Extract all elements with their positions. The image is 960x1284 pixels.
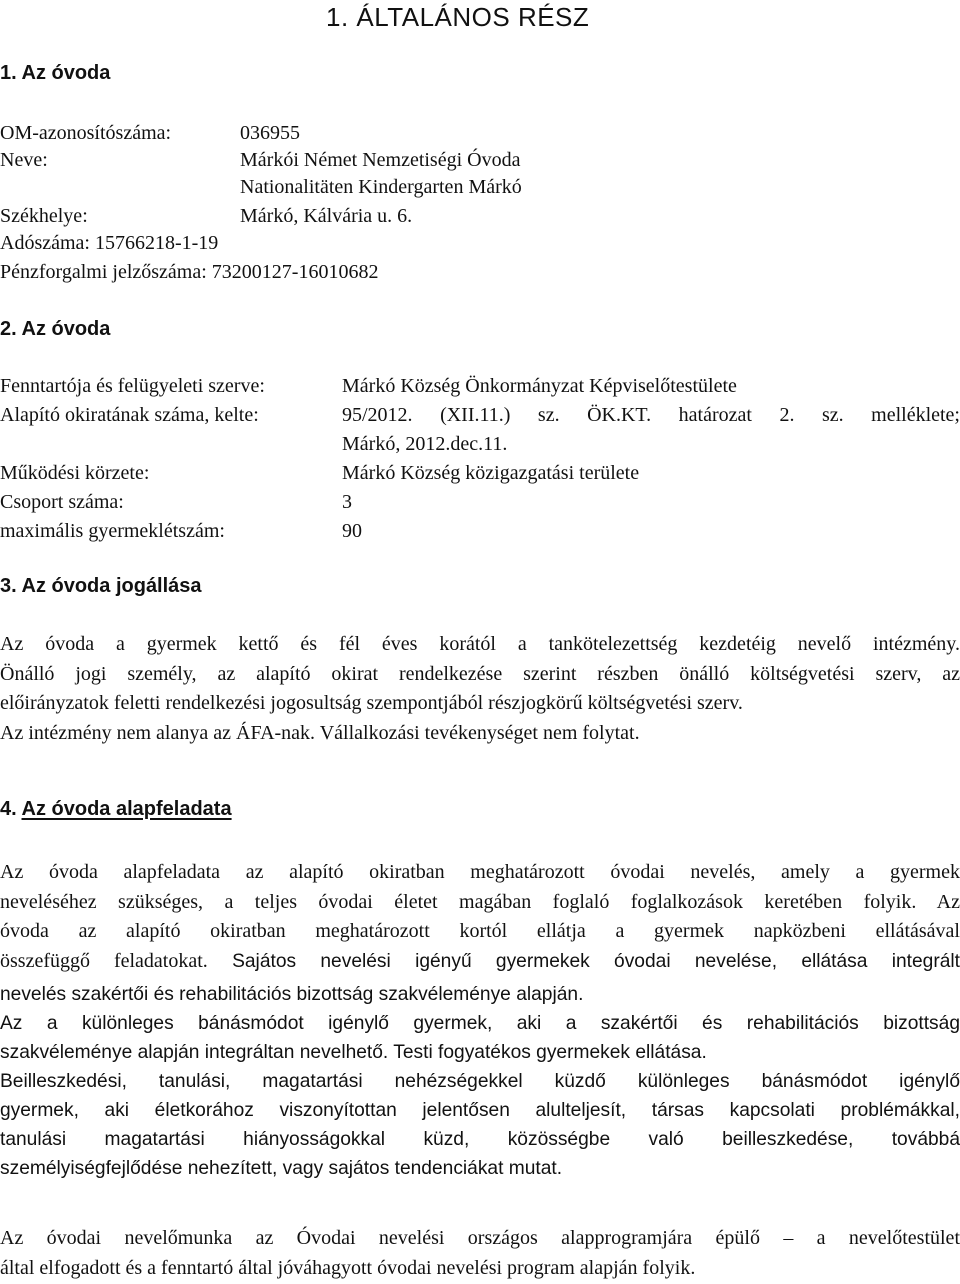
tax-number: Adószáma: 15766218-1-19 <box>0 232 219 254</box>
paragraph-line: Az a különleges bánásmódot igénylő gyermek, aki a szakértői és rehabilitációs bizottság <box>0 1013 960 1034</box>
section-4-number: 4. <box>0 798 17 820</box>
basic-task-paragraph-1 <box>0 858 960 976</box>
row-label: Csoport száma: <box>0 491 124 513</box>
text-serif: összefüggő feladatokat. <box>0 949 208 972</box>
paragraph-line: Az intézmény nem alanya az ÁFA-nak. Vállalkozási tevékenységet nem folytat. <box>0 721 640 744</box>
section-2-heading: 2. Az óvoda <box>0 318 111 340</box>
row-value: Márkó Község Önkormányzat Képviselőtestülete <box>342 375 737 397</box>
paragraph-line: Az óvodai nevelőmunka az Óvodai nevelési országos alapprogramjára épülő – a nevelőtestület <box>0 1227 960 1249</box>
paragraph-line: előirányzatok feletti rendelkezési jogosultság szempontjából részjogkörű költségvetési szerv. <box>0 692 743 714</box>
row-label: Fenntartója és felügyeleti szerve: <box>0 375 265 397</box>
seat-label: Székhelye: <box>0 205 88 227</box>
name-label: Neve: <box>0 149 48 171</box>
page-title: 1. ÁLTALÁNOS RÉSZ <box>326 2 590 32</box>
row-value: 95/2012. (XII.11.) sz. ÖK.KT. határozat 2. sz. melléklete; <box>342 404 960 426</box>
row-label: Alapító okiratának száma, kelte: <box>0 404 259 426</box>
paragraph-line: Beilleszkedési, tanulási, magatartási nehézségekkel küzdő különleges bánásmódot igénylő <box>0 1071 960 1092</box>
basic-task-paragraph-3 <box>0 1224 960 1283</box>
paragraph-line: Önálló jogi személy, az alapító okirat rendelkezése szerint részben önálló költségvetési szerv, az <box>0 662 960 685</box>
seat-value: Márkó, Kálvária u. 6. <box>240 205 413 227</box>
name-value-1: Márkói Német Nemzetiségi Óvoda <box>240 149 521 171</box>
paragraph-line: által elfogadott és a fenntartó által jóváhagyott óvodai nevelési program alapján folyik. <box>0 1256 696 1279</box>
paragraph-line-mixed <box>0 947 960 977</box>
paragraph-line: óvoda az alapító okiratban meghatározott kortól ellátja a gyermek napközbeni ellátásával <box>0 920 960 942</box>
bank-account: Pénzforgalmi jelzőszáma: 73200127-16010682 <box>0 261 379 283</box>
basic-task-paragraph-2 <box>0 980 960 1183</box>
row-label: Működési körzete: <box>0 462 150 484</box>
paragraph-line: személyiségfejlődése nehezített, vagy sajátos tendenciákat mutat. <box>0 1158 563 1179</box>
name-value-2: Nationalitäten Kindergarten Márkó <box>240 176 522 198</box>
row-value: Márkó, 2012.dec.11. <box>342 433 508 455</box>
paragraph-line: szakvéleménye alapján integráltan nevelhető. Testi fogyatékos gyermekek ellátása. <box>0 1042 707 1063</box>
section-3-heading: 3. Az óvoda jogállása <box>0 575 202 597</box>
row-value: 90 <box>342 520 362 542</box>
text-sans: Sajátos nevelési igényű gyermekek óvodai nevelése, ellátása integrált <box>207 950 960 972</box>
om-label: OM-azonosítószáma: <box>0 122 172 144</box>
paragraph-line: gyermek, aki életkorához viszonyítottan jelentősen alulteljesít, társas kapcsolati problémákkal, <box>0 1100 960 1121</box>
paragraph-line: neveléséhez szükséges, a teljes óvodai életet magában foglaló foglalkozások keretében folyik. Az <box>0 890 960 913</box>
paragraph-line: Az óvoda a gyermek kettő és fél éves korától a tankötelezettség kezdetéig nevelő intézmény. <box>0 633 960 655</box>
section-1-heading: 1. Az óvoda <box>0 62 111 84</box>
om-value: 036955 <box>240 122 300 144</box>
paragraph-line: nevelés szakértői és rehabilitációs bizottság szakvéleménye alapján. <box>0 984 584 1005</box>
section-4-heading <box>0 798 232 821</box>
legal-status-paragraph <box>0 630 960 748</box>
row-value: 3 <box>342 491 352 513</box>
row-value: Márkó Község közigazgatási területe <box>342 462 640 484</box>
row-label: maximális gyermeklétszám: <box>0 520 225 542</box>
paragraph-line: tanulási magatartási hiányosságokkal küzd, közösségbe való beilleszkedése, továbbá <box>0 1129 960 1150</box>
section-4-title: Az óvoda alapfeladata <box>21 798 232 820</box>
paragraph-line: Az óvoda alapfeladata az alapító okiratban meghatározott óvodai nevelés, amely a gyermek <box>0 861 960 883</box>
